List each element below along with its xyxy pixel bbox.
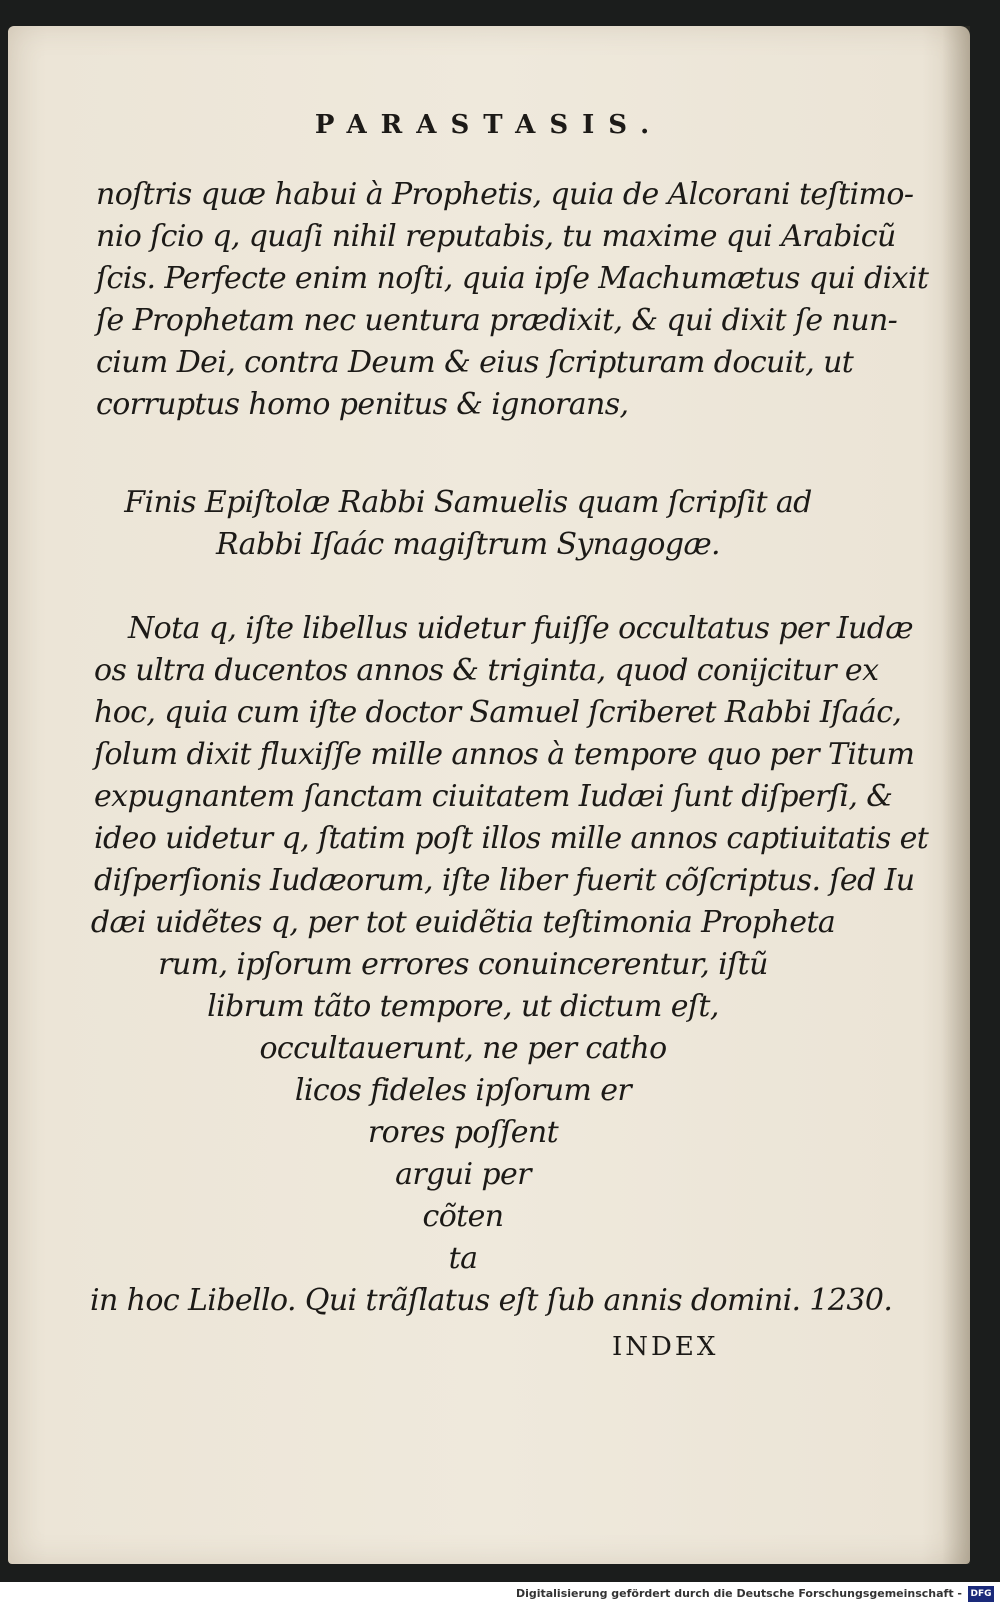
note-line: os ultra ducentos annos & triginta, quod conijcitur ex — [94, 653, 879, 688]
note-line: diſperſionis Iudæorum, iſte liber fuerit cõſcriptus. ſed Iu — [94, 863, 915, 898]
letter-end-block — [96, 174, 929, 426]
note-first-line: Nota q, iſte libellus uidetur fuiſſe occultatus per Iudæ — [128, 611, 913, 646]
note-taper-line: rores poſſent — [367, 1115, 559, 1150]
text-line: noſtris quæ habui à Prophetis, quia de Alcorani teſtimo- — [96, 177, 914, 212]
note-taper-line: argui per — [395, 1157, 531, 1192]
catchword: INDEX — [612, 1332, 719, 1362]
note-line: ideo uidetur q, ſtatim poſt illos mille annos captiuitatis et — [94, 821, 929, 856]
colophon-line: Finis Epiſtolæ Rabbi Samuelis quam ſcripſit ad — [124, 485, 812, 520]
text-line: corruptus homo penitus & ignorans, — [96, 387, 629, 422]
note-taper-line: cõten — [422, 1199, 504, 1234]
page-edge-shadow — [942, 26, 970, 1564]
running-title: PARASTASIS. — [314, 110, 664, 140]
note-taper-line: rum, ipſorum errores conuincerentur, iſtũ — [158, 947, 768, 982]
colophon-line: Rabbi Iſaác magiſtrum Synagogæ. — [215, 527, 720, 562]
footer-credit: Digitalisierung gefördert durch die Deutsche Forschungsgemeinschaft - — [515, 1587, 962, 1600]
text-line: ſcis. Perfecte enim noſti, quia ipſe Machumætus qui dixit — [96, 261, 929, 296]
note-taper-line: ta — [448, 1241, 478, 1276]
note-taper-line: librum tãto tempore, ut dictum eſt, — [207, 989, 719, 1024]
text-line: nio ſcio q, quaſi nihil reputabis, tu maxime qui Arabicũ — [96, 219, 896, 254]
note-line: expugnantem ſanctam ciuitatem Iudæi ſunt diſperſi, & — [94, 779, 893, 814]
book-page — [8, 26, 970, 1564]
dfg-logo-icon: DFG — [968, 1586, 994, 1602]
note-line: ſolum dixit fluxiſſe mille annos à tempore quo per Titum — [94, 737, 915, 772]
text-line: cium Dei, contra Deum & eius ſcripturam docuit, ut — [96, 345, 854, 380]
text-line: ſe Prophetam nec uentura prædixit, & qui dixit ſe nun- — [96, 303, 898, 338]
digitization-footer — [0, 1582, 1000, 1608]
colophon-block — [88, 482, 848, 566]
note-line: hoc, quia cum iſte doctor Samuel ſcriberet Rabbi Iſaác, — [94, 695, 902, 730]
note-taper-line: licos fideles ipſorum er — [294, 1073, 632, 1108]
note-taper-line: occultauerunt, ne per catho — [259, 1031, 667, 1066]
note-taper-line: dæi uidẽtes q, per tot euidẽtia teſtimonia Propheta — [90, 905, 836, 940]
note-final-line: in hoc Libello. Qui trãſlatus eſt ſub annis domini. 1230. — [90, 1283, 893, 1318]
